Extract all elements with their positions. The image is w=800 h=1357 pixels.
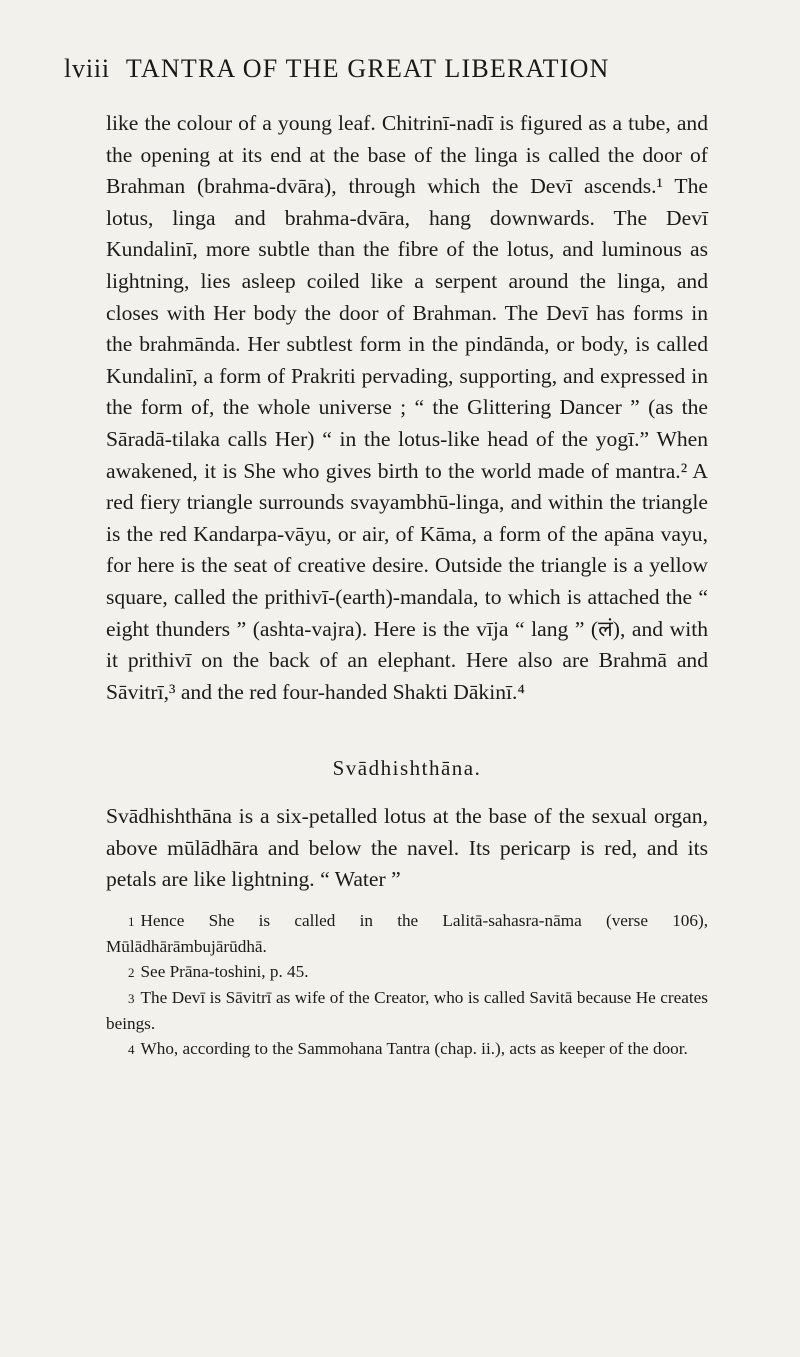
footnote-mark: 1 [128,914,135,930]
footnote-text: The Devī is Sāvitrī as wife of the Creator, who is called Savitā because He creates beings. [106,988,708,1034]
paragraph-kundalini: like the colour of a young leaf. Chitrinī-nadī is figured as a tube, and the opening at its end at the base of the linga is called the door of Brahman (brahma-dvāra), through which the Devī ascends.¹ The lotus, linga and brahma-dvāra, hang downwards. The Devī Kundalinī, more subtle than the fibre of the lotus, and luminous as lightning, lies asleep coiled like a serpent around the linga, and closes with Her body the door of Brahman. The Devī has forms in the brahmānda. Her subtlest form in the pindānda, or body, is called Kundalinī, a form of Prakriti pervading, supporting, and expressed in the form of, the whole universe ; “ the Glittering Dancer ” (as the Sāradā-tilaka calls Her) “ in the lotus-like head of the yogī.” When awakened, it is She who gives birth to the world made of mantra.² A red fiery triangle surrounds svayambhū-linga, and within the triangle is the red Kandarpa-vāyu, or air, of Kāma, a form of the apāna vayu, for here is the seat of creative desire. Outside the triangle is a yellow square, called the prithivī-(earth)-mandala, to which is attached the “ eight thunders ” (ashta-vajra). Here is the vīja “ lang ” (लं), and with it prithivī on the back of an elephant. Here also are Brahmā and Sāvitrī,³ and the red four-handed Shakti Dākinī.⁴ [106,111,708,704]
footnote-mark: 4 [128,1042,135,1058]
footnote-text: Hence She is called in the Lalitā-sahasra-nāma (verse 106), Mūlādhārāmbujārūdhā. [106,911,708,957]
running-title: TANTRA OF THE GREAT LIBERATION [125,54,610,83]
footnote [106,985,708,1036]
footnote-mark: 2 [128,965,135,981]
footnote-text: Who, according to the Sammohana Tantra (chap. ii.), acts as keeper of the door. [140,1039,688,1059]
footnote [106,1036,708,1062]
paragraph-svadhishthana: Svādhishthāna is a six-petalled lotus at the base of the sexual organ, above mūlādhāra and below the navel. Its pericarp is red, and its petals are like lightning. “ Water ” [106,804,708,892]
footnote [106,908,708,959]
section-heading-svadhishthana: Svādhishthāna. [332,756,482,781]
running-header [64,54,708,84]
footnotes [106,908,708,1062]
page-number: lviii [64,54,110,83]
footnote [106,959,708,985]
footnote-text: See Prāna-toshini, p. 45. [140,962,309,982]
footnote-mark: 3 [128,991,135,1007]
